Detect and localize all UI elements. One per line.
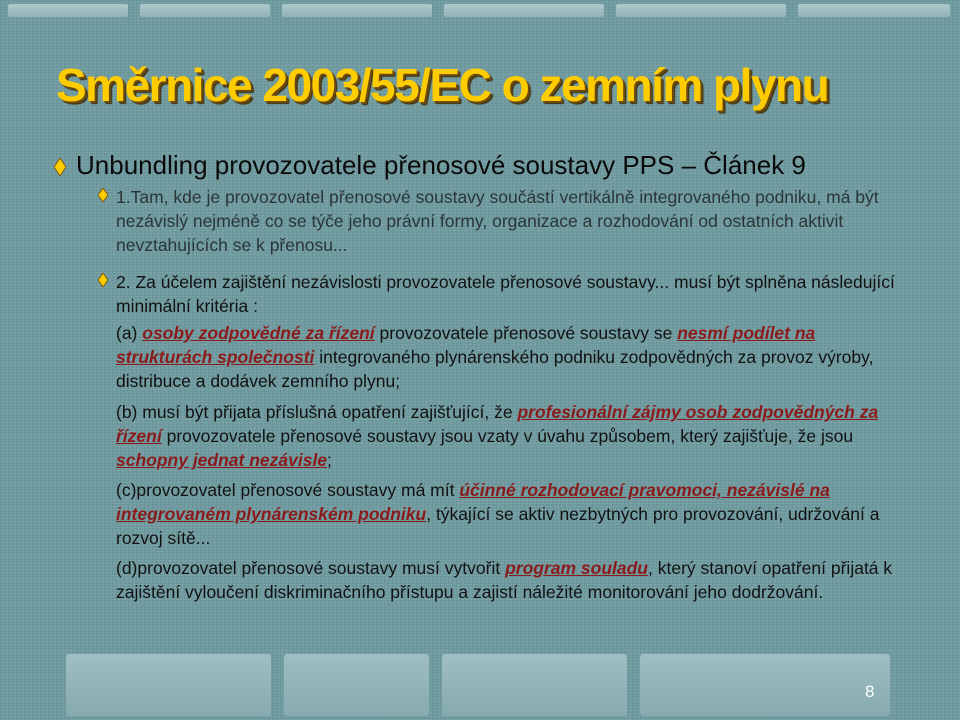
criterion-b-text: (b) musí být přijata příslušná opatření zajišťující, že [116,402,518,422]
top-decor-bar [0,0,960,20]
point-2 [116,270,916,318]
page-number: 8 [865,682,875,701]
top-bar-segment [8,4,128,17]
top-bar-segment [282,4,432,17]
criterion-d [116,556,916,604]
bottom-bar-tab [442,654,627,716]
criterion-b-text: ; [327,450,332,470]
point-1-text: 1.Tam, kde je provozovatel přenosové soustavy součástí vertikálně integrovaného podniku, má být nezávislý nejméně co se týče jeho právní formy, organizace a rozhodování od ostatních aktivit nevztahujících se k přenosu... [116,187,879,255]
criterion-d-emphasis: program souladu [505,558,648,578]
criterion-a [116,321,916,393]
bottom-decor-bar [0,654,960,720]
criterion-c-text: (c)provozovatel přenosové soustavy má mít [116,480,460,500]
diamond-bullet-icon [98,273,108,289]
slide-title: Směrnice 2003/55/EC o zemním plynu [56,59,829,111]
point-2-text: 2. Za účelem zajištění nezávislosti provozovatele přenosové soustavy... musí být splněna následující minimální kritéria : [116,272,895,316]
diamond-bullet-icon [54,158,64,174]
criterion-b-emphasis: profesionální zájmy osob zodpovědných za řízení [116,402,879,446]
top-bar-segment [140,4,270,17]
criterion-d-text: (d)provozovatel přenosové soustavy musí vytvořit [116,558,506,578]
criterion-a-emphasis: osoby zodpovědné za řízení [142,323,375,343]
top-bar-segment [616,4,786,17]
criterion-d-text: , který stanoví opatření přijatá k zajištění vyloučení diskriminačního přístupu a zajistí náležité monitorování jeho dodržování. [116,558,893,602]
bottom-bar-tab [640,654,890,716]
criterion-b [116,400,916,472]
criterion-a-text: (a) [116,323,143,343]
top-bar-segment [798,4,950,17]
bottom-bar-tab [66,654,271,716]
diamond-bullet-icon [98,188,108,204]
criterion-b-text: provozovatele přenosové soustavy jsou vzaty v úvahu způsobem, který zajišťuje, že jsou [161,426,854,446]
top-bar-segment [444,4,604,17]
criterion-a-text: integrovaného plynárenského podniku zodpovědných za provoz výroby, distribuce a dodávek zemního plynu; [116,347,874,391]
section-heading: Unbundling provozovatele přenosové soustavy PPS – Článek 9 [76,150,806,180]
criterion-c-text: , týkající se aktiv nezbytných pro provozování, udržování a rozvoj sítě... [116,504,880,548]
criterion-b-emphasis: schopny jednat nezávisle [116,450,328,470]
criterion-c [116,478,916,550]
criterion-a-emphasis: nesmí podílet na strukturách společnosti [116,323,816,367]
criterion-a-text: provozovatele přenosové soustavy se [374,323,678,343]
point-1 [116,185,916,257]
criterion-c-emphasis: účinné rozhodovací pravomoci, nezávislé na integrovaném plynárenském podniku [116,480,830,524]
bottom-bar-tab [284,654,429,716]
